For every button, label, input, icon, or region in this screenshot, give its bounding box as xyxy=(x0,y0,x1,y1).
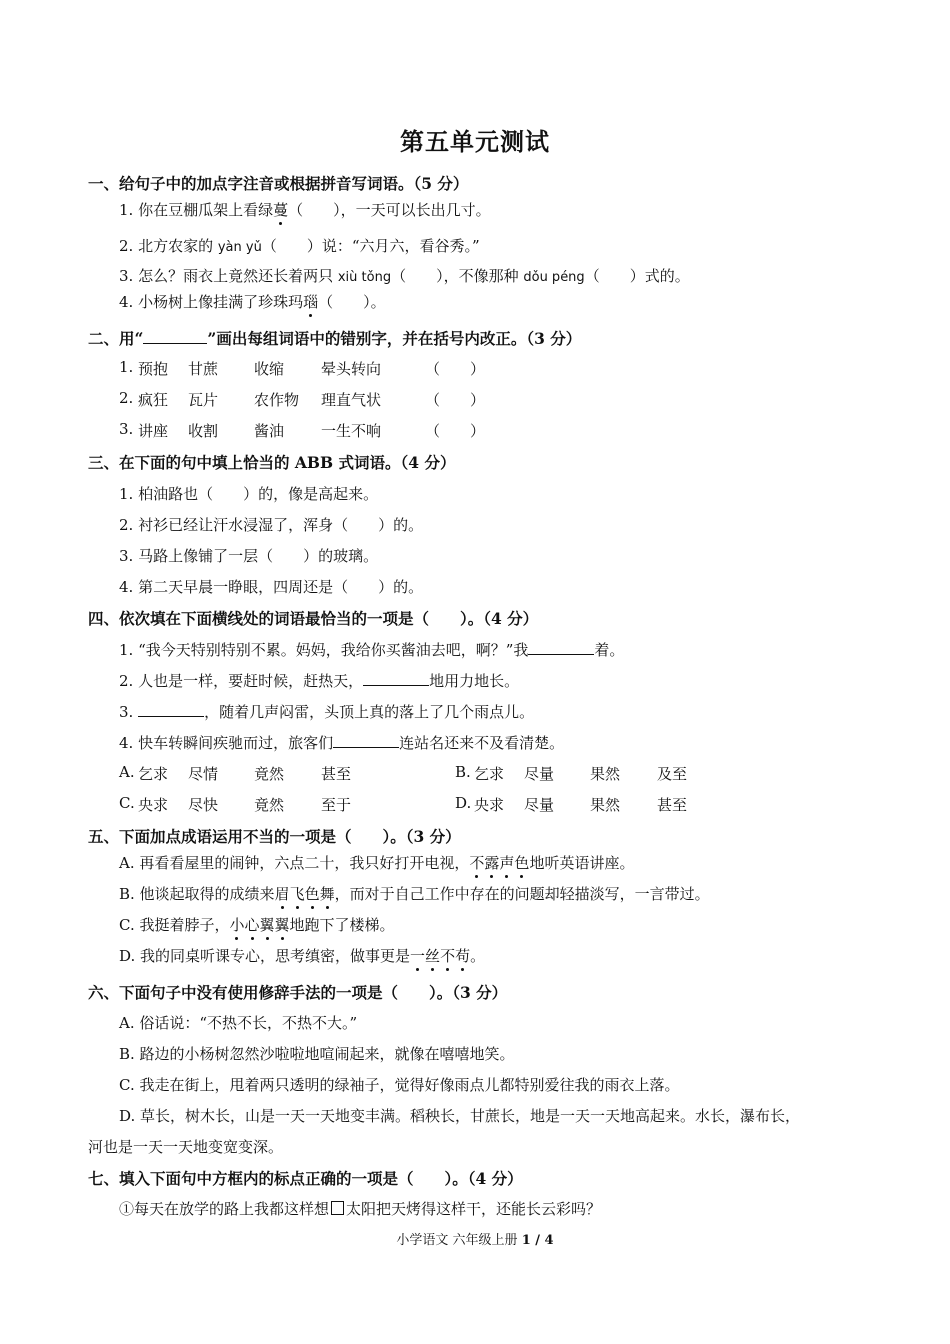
q2-word: 农作物 xyxy=(254,391,300,409)
q3-line: 1. 柏油路也（ ）的，像是高起来。 xyxy=(119,485,379,503)
dotted-idiom xyxy=(229,916,289,934)
q2-heading: 二、用“ ”画出每组词语中的错别字，并在括号内改正。（3 分） xyxy=(88,329,582,348)
option-word: 央求 xyxy=(474,796,505,814)
q6-option-d: D. 草长，树木长，山是一天一天地变丰满。稻秧长，甘蔗长，地是一天一天地高起来。水长，瀑布长， xyxy=(119,1107,801,1125)
q2-num: 3. xyxy=(119,420,134,438)
blank-line xyxy=(528,640,594,655)
dotted-char: 蔓 xyxy=(273,201,289,219)
q3-line: 4. 第二天早晨一睁眼，四周还是（ ）的。 xyxy=(119,578,424,596)
q6-heading: 六、下面句子中没有使用修辞手法的一项是（ ）。（3 分） xyxy=(88,983,508,1002)
q2-word: 酱油 xyxy=(254,422,285,440)
page-title: 第五单元测试 xyxy=(400,127,550,156)
pinyin: dǒu péng xyxy=(523,270,585,285)
q2-word: 甘蔗 xyxy=(188,360,219,378)
dotted-idiom xyxy=(275,885,335,903)
q2-word: 晕头转向 xyxy=(321,360,382,378)
q2-num: 2. xyxy=(119,389,134,407)
dotted-char: 心 xyxy=(244,916,260,934)
blank-line xyxy=(333,733,399,748)
dotted-char: 小 xyxy=(229,916,245,934)
q3-line: 2. 衬衫已经让汗水浸湿了，浑身（ ）的。 xyxy=(119,516,424,534)
dotted-char: 飞 xyxy=(289,885,305,903)
dotted-char: 翼 xyxy=(274,916,290,934)
option-word: 甚至 xyxy=(657,796,688,814)
option-word: 及至 xyxy=(657,765,688,783)
option-word: 央求 xyxy=(138,796,169,814)
dotted-char: 瑙 xyxy=(303,293,319,311)
q1-line-2: 2. 北方农家的 yàn yǔ（ ）说：“六月六，看谷秀。” xyxy=(119,237,480,255)
dotted-char: 露 xyxy=(484,854,500,872)
dotted-idiom xyxy=(469,854,529,872)
q4-line-1: 1. “我今天特别特别不累。妈妈，我给你买酱油去吧，啊？”我 着。 xyxy=(119,641,625,659)
q1-line-3: 3. 怎么？雨衣上竟然还长着两只 xiù tǒng（ ），不像那种 dǒu péng（ ）式的。 xyxy=(119,267,690,285)
pinyin: xiù tǒng xyxy=(337,270,392,285)
option-label: D. xyxy=(455,794,472,812)
q3-heading: 三、在下面的句中填上恰当的 ABB 式词语。（4 分） xyxy=(88,453,456,472)
q6-option-b: B. 路边的小杨树忽然沙啦啦地喧闹起来，就像在嘻嘻地笑。 xyxy=(119,1045,515,1063)
option-word: 果然 xyxy=(590,765,621,783)
q6-option-d-cont: 河也是一天一天地变宽变深。 xyxy=(88,1138,284,1156)
q2-word: 一生不响 xyxy=(321,422,382,440)
pinyin: yàn yǔ xyxy=(217,240,262,255)
q1-heading: 一、给句子中的加点字注音或根据拼音写词语。（5 分） xyxy=(88,174,469,193)
option-word: 竟然 xyxy=(254,765,285,783)
answer-paren: （ ） xyxy=(425,422,486,440)
dotted-char: 色 xyxy=(514,854,530,872)
q5-heading: 五、下面加点成语运用不当的一项是（ ）。（3 分） xyxy=(88,827,461,846)
punctuation-box xyxy=(331,1201,344,1215)
q5-option-a: A. 再看看屋里的闹钟，六点二十，我只好打开电视，不露声色地听英语讲座。 xyxy=(119,854,635,872)
q2-num: 1. xyxy=(119,358,134,376)
dotted-char: 苟 xyxy=(455,947,471,965)
blank-line xyxy=(138,702,204,717)
q7-heading: 七、填入下面句中方框内的标点正确的一项是（ ）。（4 分） xyxy=(88,1169,523,1188)
option-word: 果然 xyxy=(590,796,621,814)
q2-word: 讲座 xyxy=(138,422,169,440)
dotted-char: 一 xyxy=(410,947,426,965)
dotted-char: 丝 xyxy=(425,947,441,965)
dotted-char: 声 xyxy=(499,854,515,872)
option-word: 乞求 xyxy=(138,765,169,783)
option-word: 尽量 xyxy=(524,796,555,814)
option-word: 竟然 xyxy=(254,796,285,814)
q5-option-c: C. 我挺着脖子，小心翼翼地跑下了楼梯。 xyxy=(119,916,395,934)
option-word: 尽情 xyxy=(188,765,219,783)
page-footer: 小学语文 六年级上册 1 / 4 xyxy=(396,1233,554,1248)
option-label: A. xyxy=(119,763,135,781)
q2-word: 预抱 xyxy=(138,360,169,378)
q2-word: 收割 xyxy=(188,422,219,440)
q1-line-4: 4. 小杨树上像挂满了珍珠玛瑙（ ）。 xyxy=(119,293,386,311)
option-word: 至于 xyxy=(321,796,352,814)
dotted-char: 不 xyxy=(469,854,485,872)
answer-paren: （ ） xyxy=(425,391,486,409)
q6-option-c: C. 我走在街上，甩着两只透明的绿袖子，觉得好像雨点儿都特别爱往我的雨衣上落。 xyxy=(119,1076,680,1094)
dotted-char: 眉 xyxy=(274,885,290,903)
dotted-char: 舞 xyxy=(319,885,335,903)
dotted-char: 不 xyxy=(440,947,456,965)
blank-line xyxy=(143,329,207,344)
option-label: C. xyxy=(119,794,135,812)
q4-line-4: 4. 快车转瞬间疾驰而过，旅客们 连站名还来不及看清楚。 xyxy=(119,734,565,752)
dotted-char: 翼 xyxy=(259,916,275,934)
q4-line-3: 3. ，随着几声闷雷，头顶上真的落上了几个雨点儿。 xyxy=(119,703,535,721)
q3-line: 3. 马路上像铺了一层（ ）的玻璃。 xyxy=(119,547,379,565)
dotted-idiom xyxy=(410,947,470,965)
q2-word: 疯狂 xyxy=(138,391,169,409)
q2-word: 瓦片 xyxy=(188,391,219,409)
blank-line xyxy=(363,671,429,686)
option-word: 尽快 xyxy=(188,796,219,814)
option-word: 甚至 xyxy=(321,765,352,783)
q2-word: 理直气状 xyxy=(321,391,382,409)
q4-heading: 四、依次填在下面横线处的词语最恰当的一项是（ ）。（4 分） xyxy=(88,609,539,628)
option-label: B. xyxy=(455,763,471,781)
page-number: 1 / 4 xyxy=(521,1233,554,1248)
q5-option-b: B. 他谈起取得的成绩来眉飞色舞，而对于自己工作中存在的问题却轻描淡写，一言带过。 xyxy=(119,885,710,903)
option-word: 乞求 xyxy=(474,765,505,783)
q7-line-1: ①每天在放学的路上我都这样想 太阳把天烤得这样干，还能长云彩吗？ xyxy=(119,1200,602,1218)
q4-line-2: 2. 人也是一样，要赶时候，赶热天， 地用力地长。 xyxy=(119,672,520,690)
q1-line-1: 1. 你在豆棚瓜架上看绿蔓（ ），一天可以长出几寸。 xyxy=(119,201,491,219)
answer-paren: （ ） xyxy=(425,360,486,378)
q5-option-d: D. 我的同桌听课专心，思考缜密，做事更是一丝不苟。 xyxy=(119,947,486,965)
q2-word: 收缩 xyxy=(254,360,285,378)
option-word: 尽量 xyxy=(524,765,555,783)
dotted-char: 色 xyxy=(304,885,320,903)
q6-option-a: A. 俗话说：“不热不长，不热不大。” xyxy=(119,1014,358,1032)
